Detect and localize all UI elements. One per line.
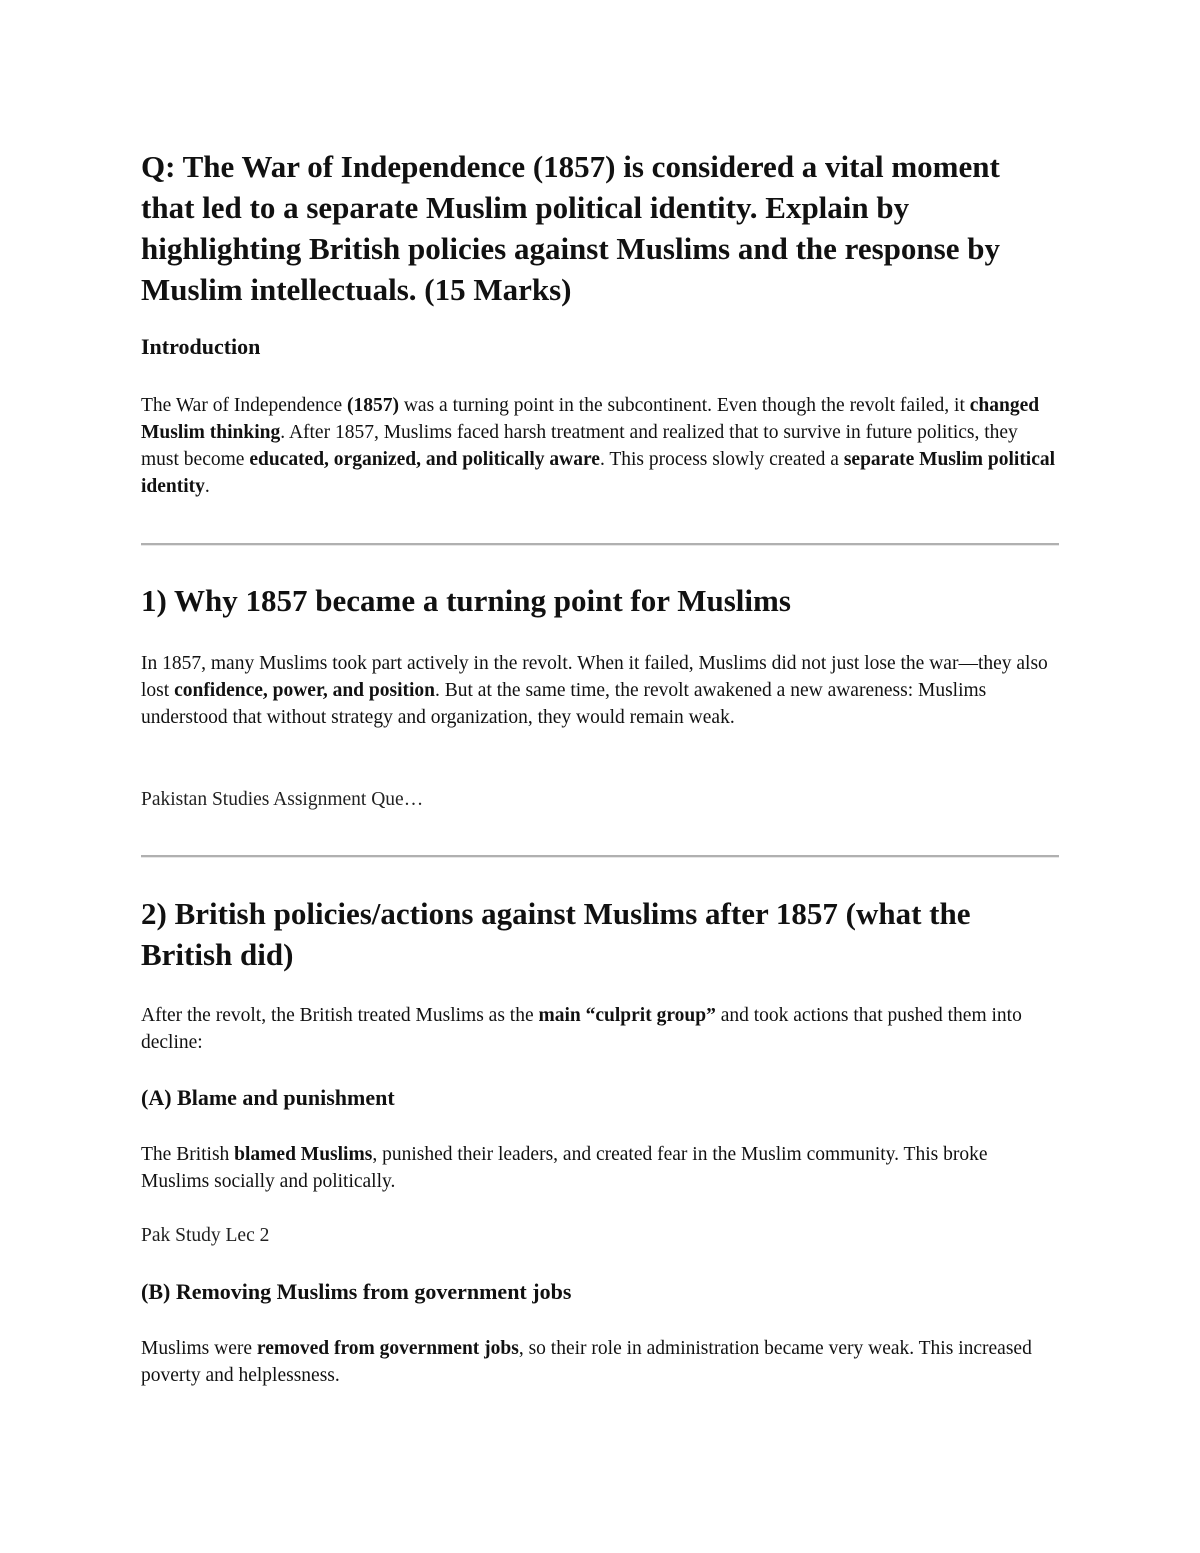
subsection-a-heading: (A) Blame and punishment — [141, 1085, 395, 1110]
source-citation[interactable]: Pak Study Lec 2 — [141, 1225, 270, 1246]
subsection-b-heading: (B) Removing Muslims from government jobs — [141, 1279, 572, 1304]
introduction-heading: Introduction — [141, 334, 261, 359]
introduction-paragraph: The War of Independence (1857) was a turning point in the subcontinent. Even though the revolt failed, it changed Muslim thinking. After 1857, Muslims faced harsh treatment and realized that to survive in future politics, they must become educated, organized, and politically aware. This process slowly created a separate Muslim political identity. — [141, 395, 1056, 497]
section-divider — [141, 543, 1059, 546]
subsection-a-paragraph: The British blamed Muslims, punished their leaders, and created fear in the Muslim community. This broke Muslims socially and politically. — [141, 1144, 988, 1192]
source-citation[interactable]: Pakistan Studies Assignment Que… — [141, 789, 424, 810]
section1-paragraph: In 1857, many Muslims took part actively in the revolt. When it failed, Muslims did not just lose the war—they also lost confidence, power, and position. But at the same time, the revolt awakened a new awareness: Muslims understood that without strategy and organization, they would remain weak. — [141, 653, 1048, 728]
question-title: Q: The War of Independence (1857) is considered a vital moment that led to a separate Muslim political identity. Explain by highlighting British policies against Muslims and the response by Muslim intellectuals. (15 Marks) — [141, 149, 1000, 307]
section2-heading: 2) British policies/actions against Muslims after 1857 (what the British did) — [141, 896, 971, 972]
section-divider — [141, 855, 1059, 858]
section1-heading: 1) Why 1857 became a turning point for Muslims — [141, 583, 791, 618]
subsection-b-paragraph: Muslims were removed from government jobs, so their role in administration became very weak. This increased poverty and helplessness. — [141, 1338, 1032, 1386]
section2-intro-paragraph: After the revolt, the British treated Muslims as the main “culprit group” and took actions that pushed them into decline: — [141, 1005, 1022, 1053]
